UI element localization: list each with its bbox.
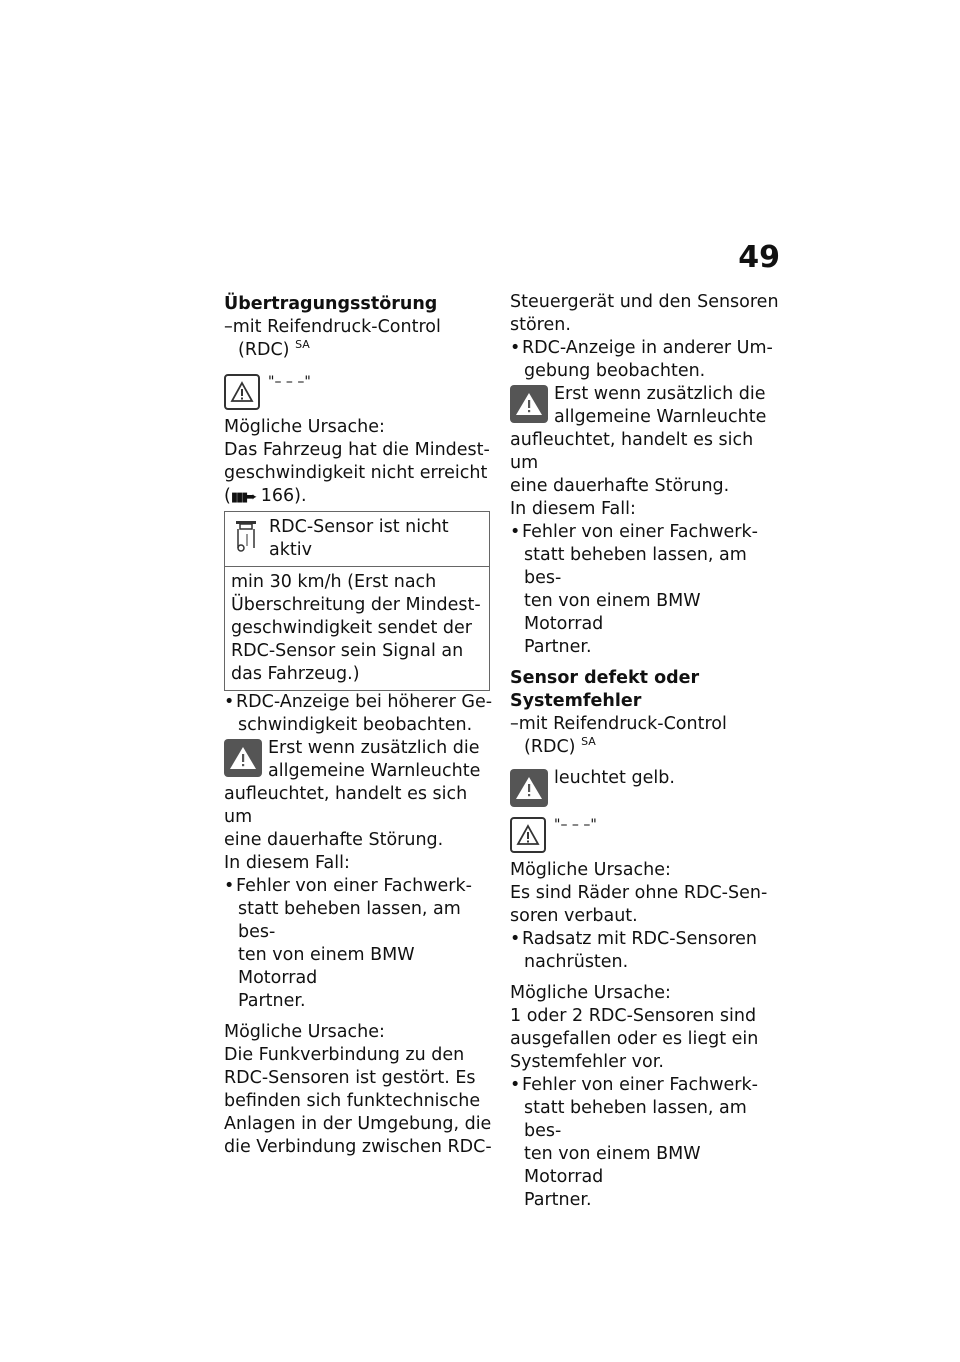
text-line: aufleuchtet, handelt es sich um [510, 430, 754, 473]
text-line: die Verbindung zwischen RDC- [224, 1137, 492, 1157]
rdc-label: (RDC) [238, 340, 290, 360]
text-line: Steuergerät und den Sensoren [510, 292, 779, 312]
list-item [510, 521, 782, 544]
list-item-text: RDC-Anzeige bei höherer Ge- [236, 692, 493, 712]
list-item-cont: Partner. [524, 637, 592, 657]
warning-text: allgemeine Warnleuchte [268, 761, 481, 781]
cause-label: Mögliche Ursache: [510, 860, 671, 880]
warning-triangle-icon [224, 374, 260, 410]
rdc-line [224, 339, 496, 362]
table-header [225, 512, 489, 567]
text-line: befinden sich funktechnische [224, 1091, 481, 1111]
warning-triangle-icon [510, 385, 548, 423]
text-line: RDC-Sensoren ist gestört. Es [224, 1068, 476, 1088]
text-line: In diesem Fall: [224, 853, 350, 873]
cause-text: geschwindigkeit nicht erreicht [224, 463, 488, 483]
list-item-cont: ten von einem BMW Motorrad [238, 945, 415, 988]
list-item-cont: ten von einem BMW Motorrad [524, 1144, 701, 1187]
text-line: eine dauerhafte Störung. [510, 476, 730, 496]
list-item-text: Radsatz mit RDC-Sensoren [522, 929, 758, 949]
text-line: Es sind Räder ohne RDC-Sen- [510, 883, 768, 903]
display-indicator [224, 370, 496, 416]
indicator-text: leuchtet gelb. [554, 768, 675, 788]
display-text: "– – –" [554, 817, 597, 833]
section-heading: Systemfehler [510, 691, 642, 711]
list-item-cont: Partner. [238, 991, 306, 1011]
list-item-text: Fehler von einer Fachwerk- [522, 522, 758, 542]
tire-sensor-icon [233, 520, 259, 561]
section-heading: Übertragungsstörung [224, 294, 438, 314]
text-line: Die Funkverbindung zu den [224, 1045, 465, 1065]
list-item-cont: schwindigkeit beobachten. [238, 715, 473, 735]
section-heading: Sensor defekt oder [510, 668, 700, 688]
page-number: 49 [738, 240, 780, 275]
text-line: stören. [510, 315, 571, 335]
text-line: soren verbaut. [510, 906, 638, 926]
table-head-line: RDC-Sensor ist nicht [269, 517, 449, 537]
info-table [224, 511, 490, 691]
text-line: eine dauerhafte Störung. [224, 830, 444, 850]
list-item-cont: statt beheben lassen, am bes- [524, 545, 747, 588]
list-item-cont: nachrüsten. [524, 952, 629, 972]
text-line: In diesem Fall: [510, 499, 636, 519]
list-item [510, 928, 782, 951]
warning-triangle-icon [510, 817, 546, 853]
display-indicator [510, 813, 782, 859]
list-item-cont: statt beheben lassen, am bes- [524, 1098, 747, 1141]
warning-text: allgemeine Warnleuchte [554, 407, 767, 427]
text-line: aufleuchtet, handelt es sich um [224, 784, 468, 827]
list-item-text: RDC-Anzeige in anderer Um- [522, 338, 773, 358]
cause-label: Mögliche Ursache: [224, 417, 385, 437]
list-item-cont: statt beheben lassen, am bes- [238, 899, 461, 942]
table-line: geschwindigkeit sendet der [231, 618, 472, 638]
warning-note [224, 737, 496, 783]
rdc-line [510, 736, 782, 759]
list-item [510, 337, 782, 360]
list-item-cont: Partner. [524, 1190, 592, 1210]
list-item-cont: ten von einem BMW Motorrad [524, 591, 701, 634]
table-line: RDC-Sensor sein Signal an [231, 641, 464, 661]
cause-label: Mögliche Ursache: [510, 983, 671, 1003]
text-line: Systemfehler vor. [510, 1052, 664, 1072]
rdc-label: (RDC) [524, 737, 576, 757]
table-line: das Fahrzeug.) [231, 664, 360, 684]
cause-label: Mögliche Ursache: [224, 1022, 385, 1042]
list-item [510, 1074, 782, 1097]
list-item-text: Fehler von einer Fachwerk- [522, 1075, 758, 1095]
sa-badge: SA [295, 338, 310, 352]
list-item-text: Fehler von einer Fachwerk- [236, 876, 472, 896]
cause-text: Das Fahrzeug hat die Mindest- [224, 440, 490, 460]
warning-text: Erst wenn zusätzlich die [554, 384, 766, 404]
reference-page[interactable]: 166). [260, 486, 307, 506]
warning-text: Erst wenn zusätzlich die [268, 738, 480, 758]
yellow-warning-indicator [510, 767, 782, 813]
cause-reference [224, 485, 496, 509]
display-text: "– – –" [268, 374, 311, 390]
ref-paren: ( [224, 486, 231, 506]
warning-triangle-icon [510, 769, 548, 807]
dash-line: –mit Reifendruck-Control [510, 714, 727, 734]
warning-note [510, 383, 782, 429]
list-item [224, 691, 496, 714]
warning-triangle-icon [224, 739, 262, 777]
table-head-line: aktiv [269, 540, 312, 560]
sa-badge: SA [581, 735, 596, 749]
table-line: min 30 km/h (Erst nach [231, 572, 437, 592]
left-column [224, 293, 496, 1159]
dash-line: –mit Reifendruck-Control [224, 317, 441, 337]
reference-arrow-icon: ▮▮▮➨ [230, 490, 256, 505]
list-item [224, 875, 496, 898]
list-item-cont: gebung beobachten. [524, 361, 706, 381]
text-line: ausgefallen oder es liegt ein [510, 1029, 759, 1049]
text-line: 1 oder 2 RDC-Sensoren sind [510, 1006, 757, 1026]
table-body [225, 567, 489, 690]
right-column [510, 291, 782, 1212]
table-line: Überschreitung der Mindest- [231, 595, 481, 615]
text-line: Anlagen in der Umgebung, die [224, 1114, 492, 1134]
